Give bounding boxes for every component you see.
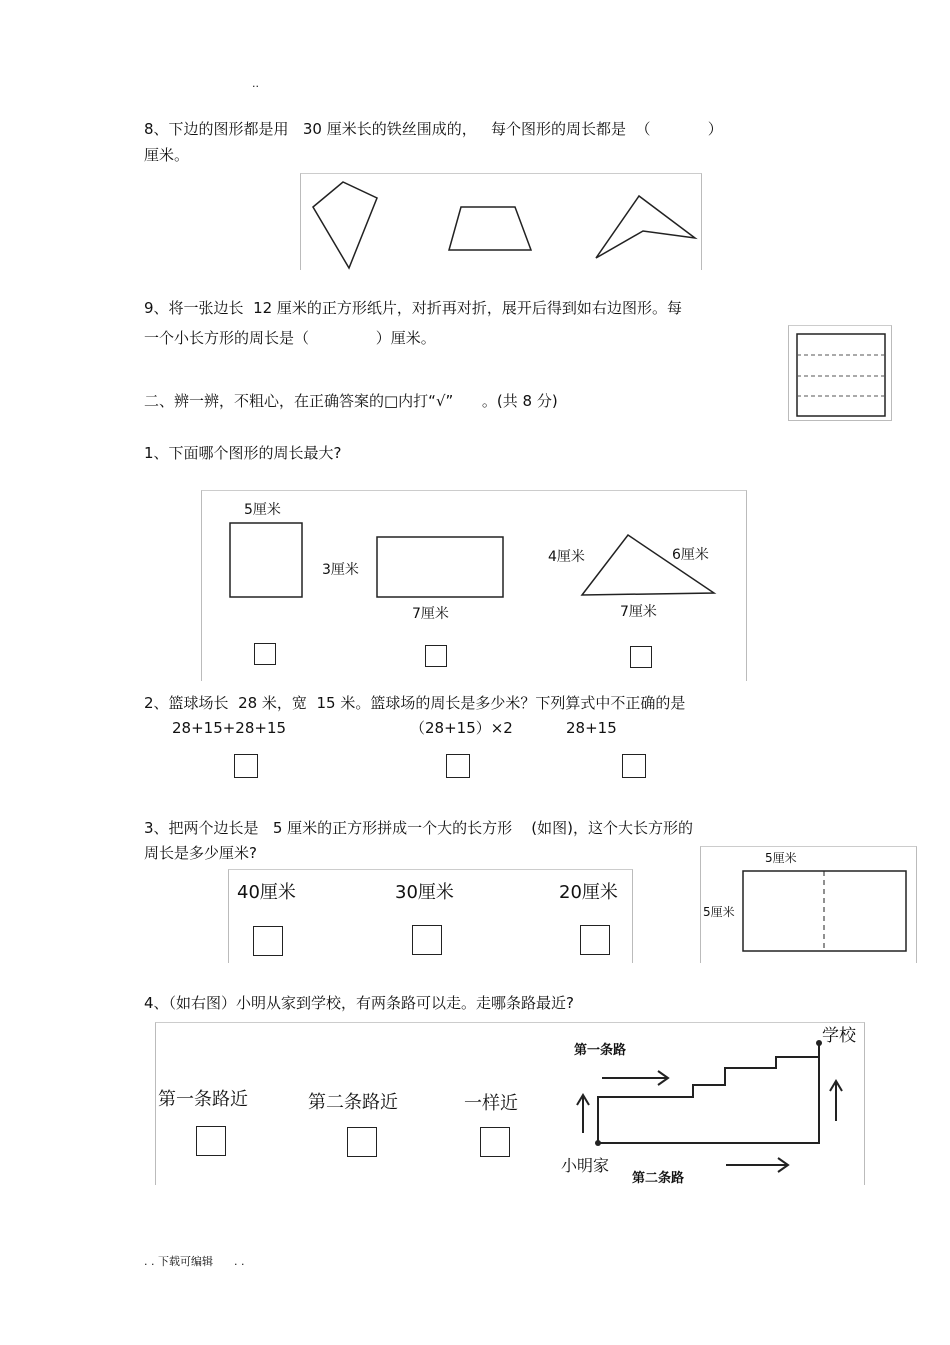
trapezoid-shape [449,207,531,250]
tri-bottom-label: 7厘米 [620,604,657,620]
p2-option-1: 28+15+28+15 [172,719,287,737]
section2-title: 二、辨一辨，不粗心，在正确答案的□内打“√” 。(共 8 分) [144,392,558,410]
rect-side-label: 3厘米 [322,562,359,578]
route1-up-arrow [577,1095,589,1133]
joined-squares-shape [701,847,916,963]
p2-checkbox-2[interactable] [446,754,470,778]
p3-line2: 周长是多少厘米? [144,844,257,862]
p4-figure [155,1022,865,1185]
p3-fig-side-label: 5厘米 [703,905,735,919]
p3-fig-top-label: 5厘米 [765,851,797,865]
q8-line2: 厘米。 [144,146,190,164]
tri-right-label: 6厘米 [672,547,709,563]
tri-left-label: 4厘米 [548,549,585,565]
square-shape [230,523,302,597]
p3-option-3: 20厘米 [559,882,618,903]
p1-figure [201,490,747,681]
school-dot [816,1040,822,1046]
p2-option-3: 28+15 [566,719,617,737]
footer-text: . . 下载可编辑 . . [144,1255,245,1268]
p3-option-1: 40厘米 [237,882,296,903]
q9-line1: 9、将一张边长 12 厘米的正方形纸片，对折再对折，展开后得到如右边图形。每 [144,299,682,317]
q8-line1: 8、下边的图形都是用 30 厘米长的铁丝围成的， 每个图形的周长都是 （ ） [144,120,723,138]
kite-shape [313,182,377,268]
p4-option-3: 一样近 [464,1093,518,1114]
route1-path [598,1043,819,1143]
p1-checkbox-triangle[interactable] [630,646,652,668]
p2-option-2: （28+15）×2 [410,719,513,737]
rectangle-shape [377,537,503,597]
p3-checkbox-1[interactable] [253,926,283,956]
q9-figure [788,325,892,421]
p2-checkbox-3[interactable] [622,754,646,778]
route2-right-arrow [726,1158,788,1172]
q8-figure [300,173,702,270]
p4-question: 4、（如右图）小明从家到学校，有两条路可以走。走哪条路最近? [144,994,575,1012]
school-label: 学校 [822,1026,856,1046]
p1-shapes [202,491,746,681]
arrow-shape [596,196,695,258]
p1-question: 1、下面哪个图形的周长最大? [144,444,342,462]
q9-line2: 一个小长方形的周长是（ ）厘米。 [144,329,436,347]
p1-checkbox-rectangle[interactable] [425,645,447,667]
p2-checkbox-1[interactable] [234,754,258,778]
p4-option-1: 第一条路近 [158,1089,248,1110]
folded-paper-shape [789,326,891,420]
p3-line1: 3、把两个边长是 5 厘米的正方形拼成一个大的长方形 (如图)，这个大长方形的 [144,819,693,837]
route1-right-arrow [602,1071,668,1085]
q8-shapes [301,174,701,270]
route1-label: 第一条路 [574,1043,627,1058]
p4-option-2: 第二条路近 [308,1092,398,1113]
square-side-label: 5厘米 [244,502,281,518]
p3-option-2: 30厘米 [395,882,454,903]
route-map [156,1023,864,1185]
p3-rectangle-figure [700,846,917,963]
route2-up-arrow [830,1081,842,1121]
p3-checkbox-3[interactable] [580,925,610,955]
p3-options-figure [228,869,633,963]
p3-checkbox-2[interactable] [412,925,442,955]
p2-question: 2、篮球场长 28 米，宽 15 米。篮球场的周长是多少米？下列算式中不正确的是 [144,694,686,712]
home-dot [595,1140,601,1146]
p1-checkbox-square[interactable] [254,643,276,665]
header-mark: .. [252,77,259,90]
home-label: 小明家 [561,1156,610,1175]
rect-bottom-label: 7厘米 [412,606,449,622]
route2-label: 第二条路 [632,1171,685,1186]
